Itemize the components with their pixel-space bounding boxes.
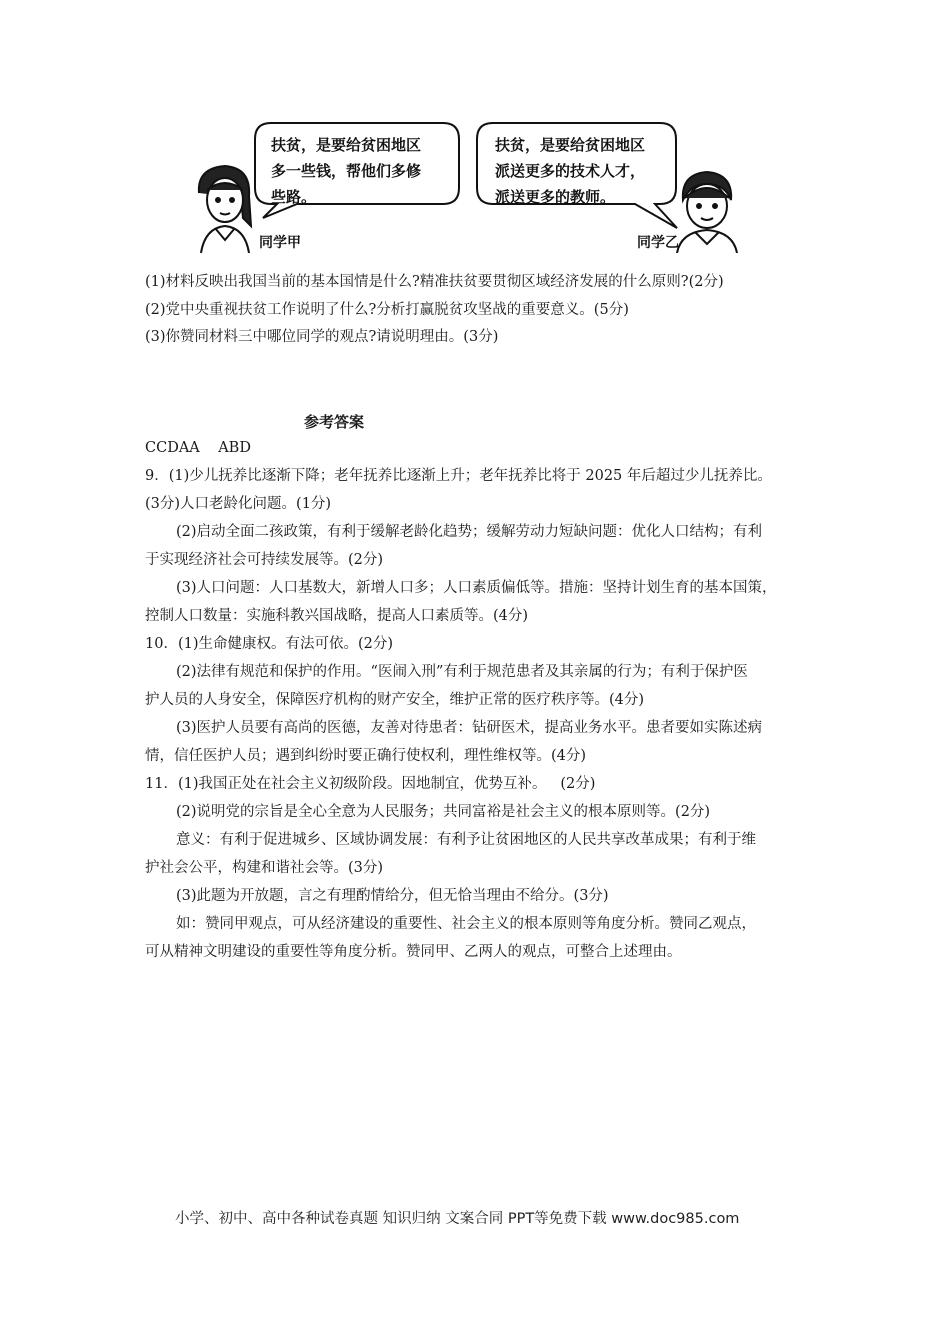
question-2: (2)党中央重视扶贫工作说明了什么?分析打赢脱贫攻坚战的重要意义。(5分)	[145, 302, 629, 318]
student-a-figure	[199, 166, 251, 253]
answer-line: 护人员的人身安全，保障医疗机构的财产安全，维护正常的医疗秩序等。(4分)	[145, 692, 645, 708]
bubble-a-line: 扶贫，是要给贫困地区	[271, 136, 422, 154]
illustration-students	[185, 118, 765, 253]
answer-line: 如：赞同甲观点，可从经济建设的重要性、社会主义的根本原则等角度分析。赞同乙观点，	[176, 916, 756, 932]
answer-line: 9．(1)少儿抚养比逐渐下降；老年抚养比逐渐上升；老年抚养比将于 2025 年后超过少儿抚养比。	[145, 468, 772, 484]
bubble-a-line: 些路。	[271, 188, 317, 206]
bubble-a-text	[271, 132, 421, 210]
bubble-b-text	[495, 132, 645, 210]
answer-line: 情，信任医护人员；遇到纠纷时要正确行使权利，理性维权等。(4分)	[145, 748, 587, 764]
answer-line: 护社会公平，构建和谐社会等。(3分)	[145, 860, 384, 876]
answer-line: 11．(1)我国正处在社会主义初级阶段。因地制宜，优势互补。 (2分)	[145, 776, 596, 792]
bubble-b-line: 派送更多的技术人才，	[495, 162, 646, 180]
bubble-a-line: 多一些钱，帮他们多修	[271, 162, 422, 180]
bubble-b-line: 派送更多的教师。	[495, 188, 616, 206]
answer-line: 控制人口数量：实施科教兴国战略，提高人口素质等。(4分)	[145, 608, 529, 624]
answer-line: (3)此题为开放题，言之有理酌情给分，但无恰当理由不给分。(3分)	[176, 888, 609, 904]
question-1: (1)材料反映出我国当前的基本国情是什么?精准扶贫要贯彻区域经济发展的什么原则?(2分)	[145, 274, 724, 290]
answer-line: (3)医护人员要有高尚的医德，友善对待患者：钻研医术，提高业务水平。患者要如实陈述病	[176, 720, 763, 736]
answer-line: 可从精神文明建设的重要性等角度分析。赞同甲、乙两人的观点，可整合上述理由。	[145, 944, 682, 960]
answer-line: (3)人口问题：人口基数大，新增人口多；人口素质偏低等。措施：坚持计划生育的基本国策，	[176, 580, 777, 596]
answers-heading: 参考答案	[304, 413, 365, 431]
answer-line: 意义：有利于促进城乡、区域协调发展：有利予让贫困地区的人民共享改革成果；有利于维	[176, 832, 756, 848]
answer-line: (2)说明党的宗旨是全心全意为人民服务；共同富裕是社会主义的根本原则等。(2分)	[176, 804, 711, 820]
answer-line: (2)启动全面二孩政策，有利于缓解老龄化趋势；缓解劳动力短缺问题：优化人口结构；有利	[176, 524, 763, 540]
question-3: (3)你赞同材料三中哪位同学的观点?请说明理由。(3分)	[145, 329, 499, 345]
bubble-b-line: 扶贫，是要给贫困地区	[495, 136, 646, 154]
page-footer: 小学、初中、高中各种试卷真题 知识归纳 文案合同 PPT等免费下载 www.doc985.com	[175, 1211, 740, 1227]
answer-line: (2)法律有规范和保护的作用。“医闹入刑”有利于规范患者及其亲属的行为；有利于保护医	[176, 664, 748, 680]
answer-line: 于实现经济社会可持续发展等。(2分)	[145, 552, 384, 568]
answer-line: (3分)人口老龄化问题。(1分)	[145, 496, 332, 512]
label-student-b: 同学乙	[637, 235, 679, 251]
student-b-figure	[677, 172, 737, 253]
answer-line: 10．(1)生命健康权。有法可依。(2分)	[145, 636, 394, 652]
label-student-a: 同学甲	[259, 235, 301, 251]
answer-choice: CCDAA ABD	[145, 440, 251, 456]
